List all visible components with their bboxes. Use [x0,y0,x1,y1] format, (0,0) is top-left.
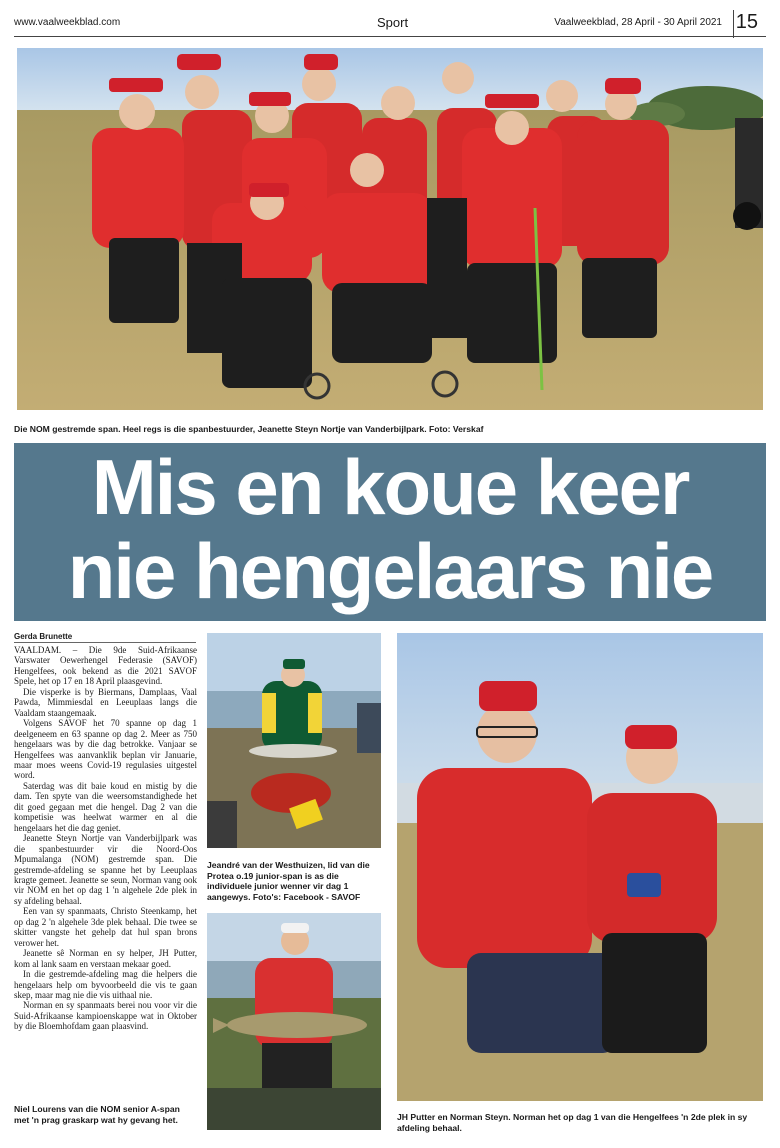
header-divider [733,10,734,38]
paragraph: In die gestremde-afdeling mag die helpers die hengelaars help om byvoorbeeld die vis te gaan skep, maar mag nie die vis uithaal nie. [14,969,197,1000]
page-header [14,11,766,40]
middle-top-caption: Jeandré van der Westhuizen, lid van die Protea o.19 junior-span is as die individuele junior wenner vir dag 1 aangewys. Foto's: Facebook - SAVOF [207,860,370,903]
paragraph: VAALDAM. – Die 9de Suid-Afrikaanse Varswater Oewerhengel Federasie (SAVOF) Hengelfees, ook bekend as die 2021 SAVOF Spele, het op 17 en 18 April plaasgevind. [14,645,197,687]
headline-line-2: nie hengelaars nie [67,527,713,615]
edition-date: Vaalweekblad, 28 April - 30 April 2021 [554,17,722,28]
paragraph: Een van sy spanmaats, Christo Steenkamp, het op dag 2 'n algehele 3de plek behaal. Die twee se skitter vangste het gehelp dat hul span brons verower het. [14,906,197,948]
paragraph: Saterdag was dit baie koud en mistig by die dam. Ten spyte van die weersomstandighede het dit goed gegaan met die hengel. Dag 2 van die kompetisie was heelwat warmer en al die hengelaars het die dag geniet. [14,780,197,833]
putter-steyn-photo [397,633,763,1101]
grasscarp-photo [207,913,381,1130]
team-photo [17,48,763,410]
right-photo-caption: JH Putter en Norman Steyn. Norman het op dag 1 van die Hengelfees 'n 2de plek in sy afdeling behaal. [397,1112,748,1133]
junior-angler-photo [207,633,381,848]
website-url[interactable]: www.vaalweekblad.com [14,17,121,28]
header-rule [14,36,766,37]
paragraph: Jeanette Steyn Nortje van Vanderbijlpark was die spanbestuurder vir die Noord-Oos Mpumalanga (NOM) gestremde span. Die gestremde-afdeling se spanne het by Leeuplaas kragte gemeet. Jeanette se seun, Norman vang ook vir NOM en het op dag 1 'n algehele 2de plek in sy afdeling behaal. [14,833,197,906]
byline: Gerda Brunette [14,632,196,643]
page-number: 15 [735,11,758,33]
article-body [14,645,197,1050]
paragraph: Jeanette sê Norman en sy helper, JH Putter, kom al lank saam en verstaan mekaar goed. [14,948,197,969]
team-photo-caption: Die NOM gestremde span. Heel regs is die spanbestuurder, Jeanette Steyn Nortje van Vanderbijlpark. Foto: Verskaf [14,424,484,434]
paragraph: Die visperke is by Biermans, Damplaas, Vaal Pawda, Mimmiesdal en Leeuplaas langs die Vaaldam staangemaak. [14,686,197,718]
paragraph: Volgens SAVOF het 70 spanne op dag 1 deelgeneem en 63 spanne op dag 2. Meer as 750 hengelaars was by die dag betrokke. Vanjaar se Hengelfees was aanvanklik beplan vir Januarie, maar moes weens Covid-19 regulasies uitgestel word. [14,718,197,781]
paragraph: Norman en sy spanmaats berei nou voor vir die Suid-Afrikaanse kampioenskappe wat in Oktober by die Bloemhofdam gaan plaasvind. [14,1000,197,1032]
headline-band [14,443,766,621]
bottom-left-caption: Niel Lourens van die NOM senior A-span met 'n prag graskarp wat hy gevang het. [14,1104,180,1125]
headline-line-1: Mis en koue keer [91,443,689,531]
section-label: Sport [377,15,409,30]
